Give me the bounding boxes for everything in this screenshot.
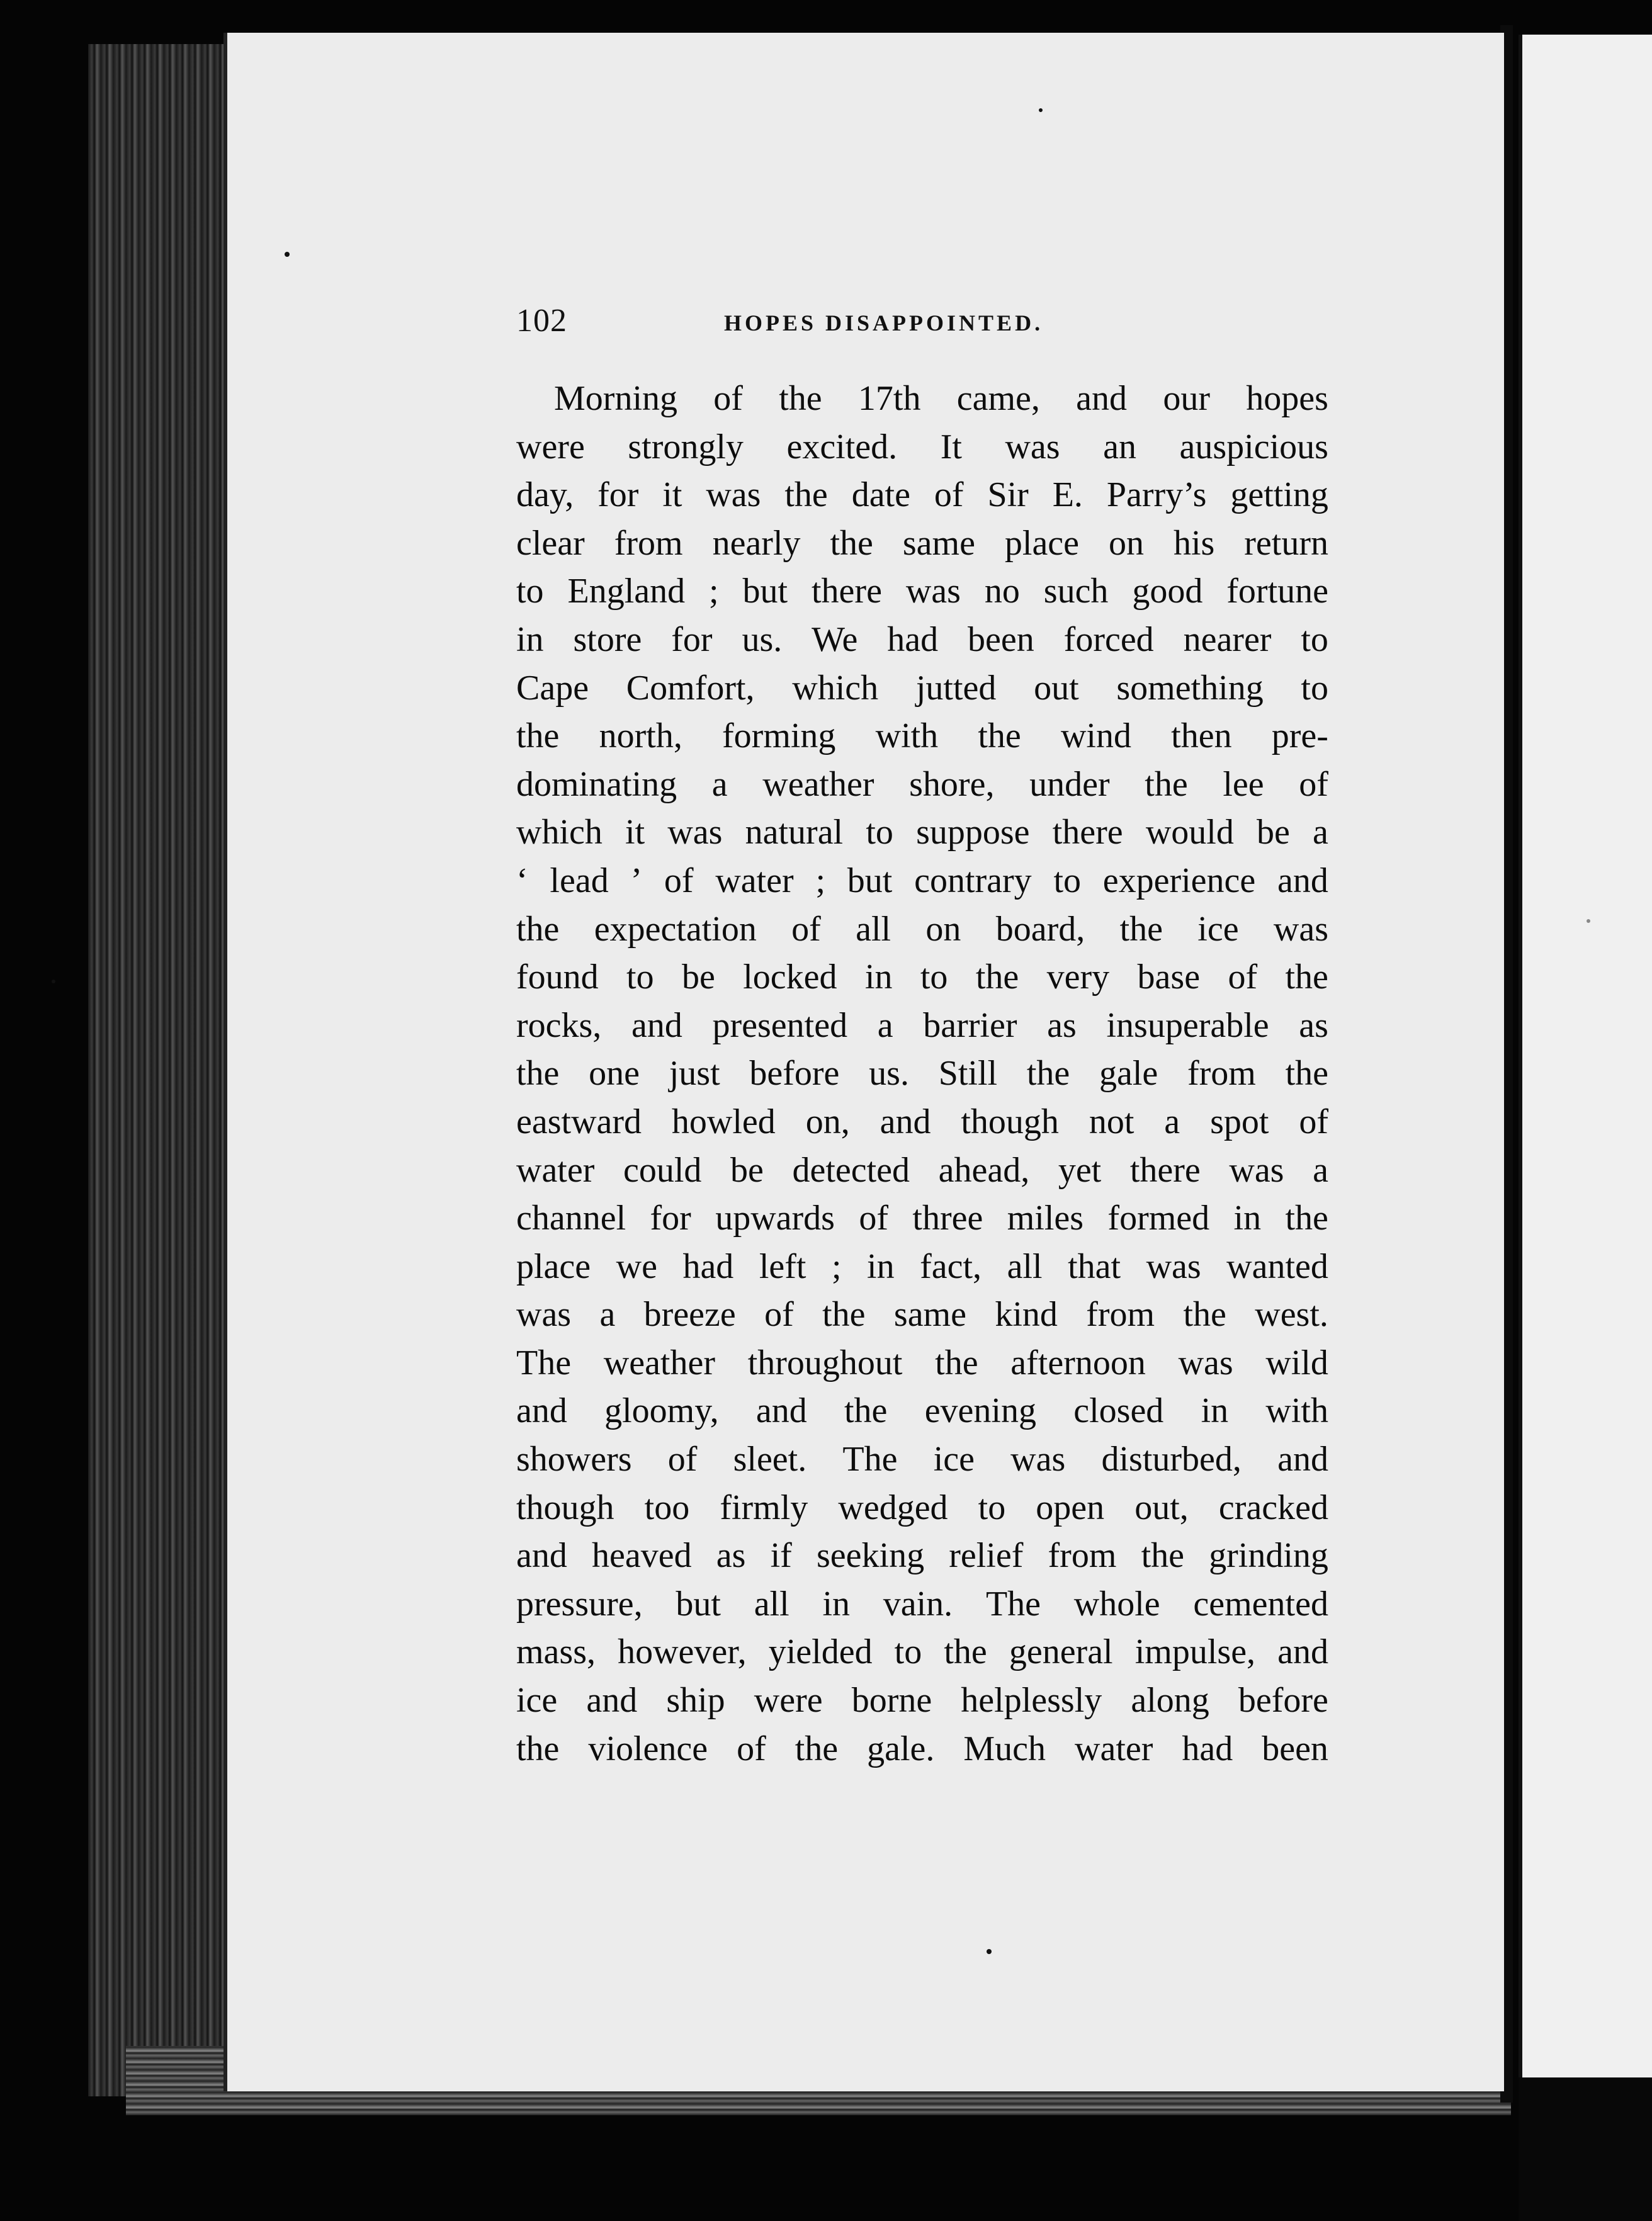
text-line: ‘ lead ’ of water ; but contrary to experience and xyxy=(516,861,1328,900)
text-line: dominating a weather shore, under the lee of xyxy=(516,764,1328,804)
text-line: Morning of the 17th came, and our hopes xyxy=(554,379,1328,418)
body-text xyxy=(516,375,1328,1773)
text-line: eastward howled on, and though not a spot of xyxy=(516,1102,1328,1141)
text-line: water could be detected ahead, yet there was a xyxy=(516,1150,1328,1190)
text-line: the north, forming with the wind then pre- xyxy=(516,716,1328,756)
text-line: to England ; but there was no such good fortune xyxy=(516,572,1328,611)
text-line: and gloomy, and the evening closed in with xyxy=(516,1391,1328,1431)
facing-page-shadow xyxy=(1519,2077,1652,2221)
text-line: which it was natural to suppose there would be a xyxy=(516,813,1328,852)
page-number: 102 xyxy=(516,303,567,339)
text-line: Cape Comfort, which jutted out something to xyxy=(516,668,1328,708)
text-line: in store for us. We had been forced nearer to xyxy=(516,619,1328,659)
text-line: The weather throughout the afternoon was wild xyxy=(516,1343,1328,1382)
ink-speck xyxy=(52,980,55,983)
running-head xyxy=(516,302,1473,346)
text-line: channel for upwards of three miles formed in the xyxy=(516,1199,1328,1238)
text-line: mass, however, yielded to the general impulse, and xyxy=(516,1632,1328,1672)
text-line: clear from nearly the same place on his return xyxy=(516,523,1328,563)
text-line: were strongly excited. It was an auspicious xyxy=(516,427,1328,466)
ink-speck xyxy=(1039,108,1043,112)
text-line: place we had left ; in fact, all that was wanted xyxy=(516,1246,1328,1286)
text-line: found to be locked in to the very base of the xyxy=(516,958,1328,997)
ink-speck xyxy=(285,252,290,257)
ink-speck xyxy=(1587,919,1590,923)
text-line: though too firmly wedged to open out, cracked xyxy=(516,1488,1328,1527)
text-line: rocks, and presented a barrier as insuperable as xyxy=(516,1005,1328,1045)
text-line: ice and ship were borne helplessly along before xyxy=(516,1681,1328,1721)
text-line: and heaved as if seeking relief from the grinding xyxy=(516,1536,1328,1576)
text-line: the one just before us. Still the gale from the xyxy=(516,1054,1328,1094)
text-line: the expectation of all on board, the ice was xyxy=(516,909,1328,949)
text-line: was a breeze of the same kind from the west. xyxy=(516,1295,1328,1335)
chapter-heading: HOPES DISAPPOINTED. xyxy=(724,310,1044,336)
text-line: day, for it was the date of Sir E. Parry’s getting xyxy=(516,475,1328,515)
facing-page xyxy=(1519,35,1652,2081)
text-line: showers of sleet. The ice was disturbed, and xyxy=(516,1440,1328,1479)
text-line: pressure, but all in vain. The whole cemented xyxy=(516,1584,1328,1624)
book-page-edges xyxy=(88,44,233,2096)
text-line: the violence of the gale. Much water had been xyxy=(516,1729,1328,1768)
ink-speck xyxy=(987,1949,992,1954)
